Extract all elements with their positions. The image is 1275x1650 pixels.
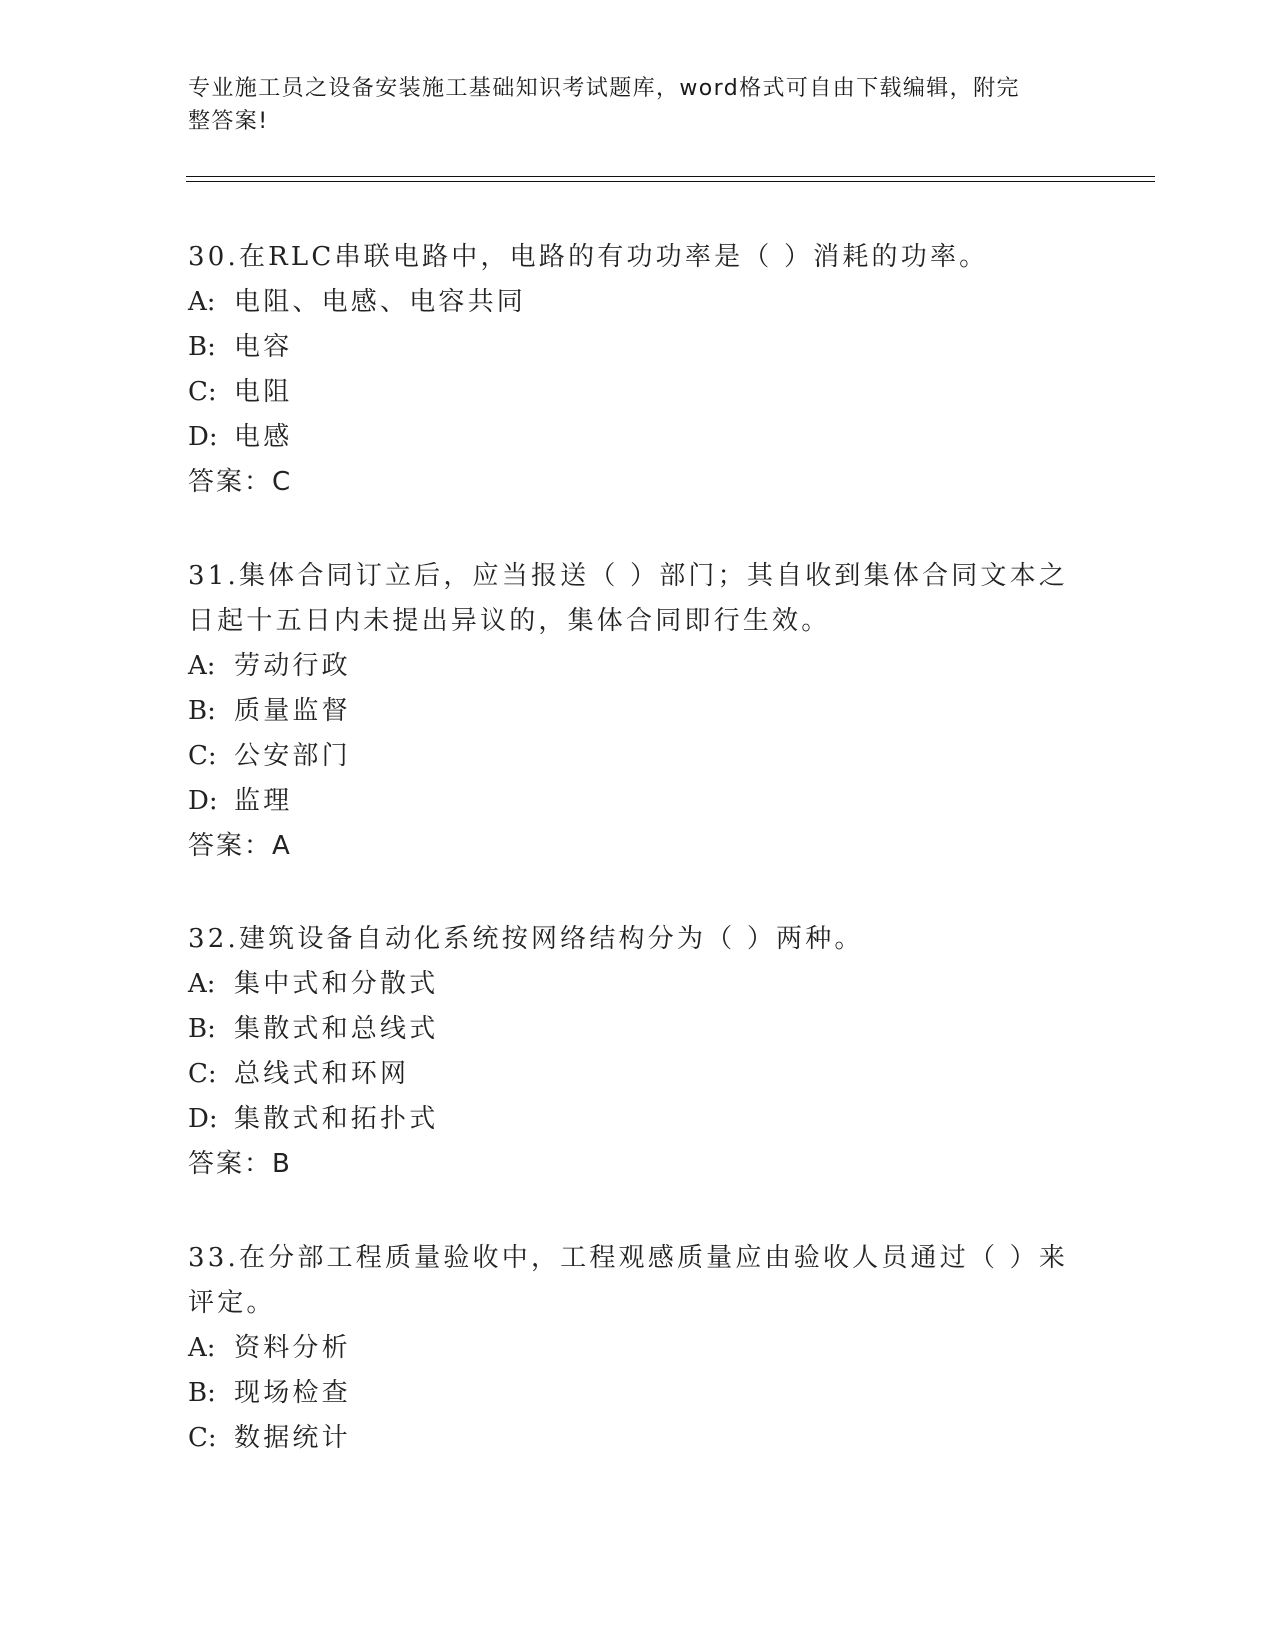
option-text: 资料分析 <box>234 1333 351 1363</box>
answer-line: 答案：C <box>188 467 293 497</box>
option-text: 电阻 <box>234 377 293 407</box>
header-line-2: 整答案! <box>188 109 269 134</box>
option-c <box>188 1416 1068 1461</box>
question-32 <box>188 917 1068 1187</box>
option-text: 集中式和分散式 <box>234 969 439 999</box>
option-a <box>188 1326 1068 1371</box>
option-letter: A: <box>188 969 216 999</box>
option-a <box>188 962 1068 1007</box>
option-b <box>188 1007 1068 1052</box>
option-letter: B: <box>188 332 216 362</box>
option-letter: D: <box>188 1104 218 1134</box>
answer-line: 答案：B <box>188 1149 292 1179</box>
header-divider-bottom <box>186 181 1155 182</box>
question-stem: 33.在分部工程质量验收中，工程观感质量应由验收人员通过（ ）来评定。 <box>188 1243 1069 1318</box>
question-31 <box>188 554 1068 869</box>
option-text: 公安部门 <box>234 741 351 771</box>
option-d <box>188 415 1068 460</box>
question-stem: 32.建筑设备自动化系统按网络结构分为（ ）两种。 <box>188 924 864 954</box>
question-stem: 30.在RLC串联电路中，电路的有功功率是（ ）消耗的功率。 <box>188 242 989 272</box>
option-a <box>188 644 1068 689</box>
option-b <box>188 1371 1068 1416</box>
option-d <box>188 1097 1068 1142</box>
option-text: 电容 <box>234 332 293 362</box>
answer-line: 答案：A <box>188 831 292 861</box>
option-letter: D: <box>188 786 218 816</box>
question-30 <box>188 235 1068 505</box>
header-line-1: 专业施工员之设备安装施工基础知识考试题库，word格式可自由下载编辑，附完 <box>188 76 1020 101</box>
option-b <box>188 689 1068 734</box>
option-text: 数据统计 <box>234 1423 351 1453</box>
option-letter: B: <box>188 1014 216 1044</box>
option-letter: A: <box>188 1333 216 1363</box>
option-letter: A: <box>188 287 216 317</box>
option-text: 集散式和拓扑式 <box>234 1104 439 1134</box>
option-d <box>188 779 1068 824</box>
question-33 <box>188 1236 1068 1461</box>
option-text: 总线式和环网 <box>234 1059 410 1089</box>
option-a <box>188 280 1068 325</box>
option-c <box>188 734 1068 779</box>
option-letter: C: <box>188 377 217 407</box>
option-letter: D: <box>188 422 218 452</box>
option-letter: B: <box>188 696 216 726</box>
option-text: 现场检查 <box>234 1378 351 1408</box>
option-c <box>188 370 1068 415</box>
option-letter: C: <box>188 741 217 771</box>
question-stem: 31.集体合同订立后，应当报送（ ）部门；其自收到集体合同文本之日起十五日内未提出异议的，集体合同即行生效。 <box>188 561 1069 636</box>
option-letter: C: <box>188 1423 217 1453</box>
option-b <box>188 325 1068 370</box>
header-divider-top <box>186 176 1155 177</box>
option-text: 劳动行政 <box>234 651 351 681</box>
option-letter: C: <box>188 1059 217 1089</box>
option-text: 集散式和总线式 <box>234 1014 439 1044</box>
option-letter: B: <box>188 1378 216 1408</box>
option-text: 电感 <box>234 422 293 452</box>
document-header <box>188 72 1068 138</box>
option-text: 电阻、电感、电容共同 <box>234 287 527 317</box>
option-letter: A: <box>188 651 216 681</box>
option-c <box>188 1052 1068 1097</box>
option-text: 质量监督 <box>234 696 351 726</box>
option-text: 监理 <box>234 786 293 816</box>
